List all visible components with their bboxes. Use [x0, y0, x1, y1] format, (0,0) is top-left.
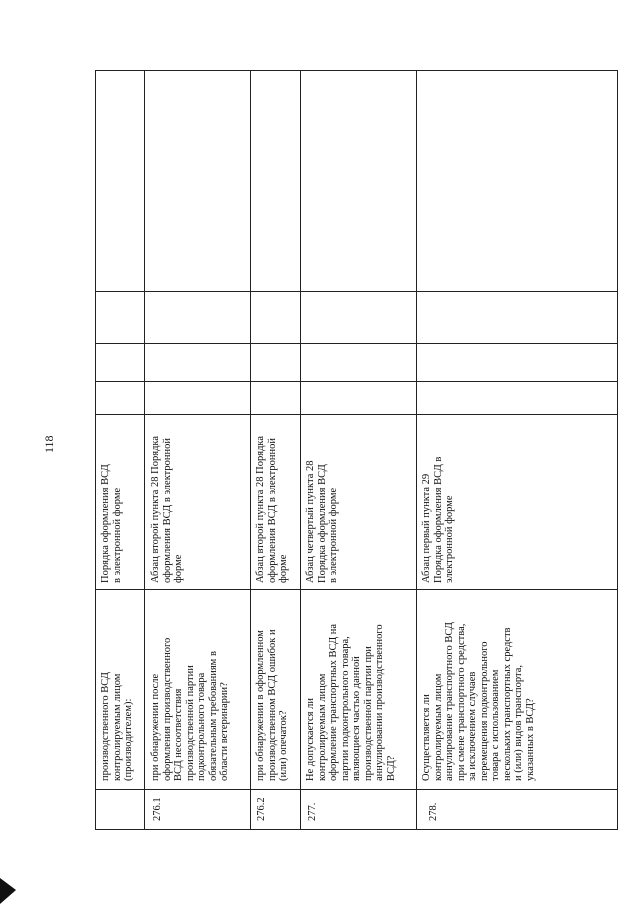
column-separator — [96, 343, 617, 344]
column-separator — [96, 291, 617, 292]
row-separator — [416, 71, 417, 829]
question-line: при обнаружении в оформленном — [255, 630, 266, 781]
question-line: контролируемым лицом — [316, 673, 328, 781]
reference-line: форме — [278, 554, 289, 583]
question-line: Не допускается ли — [305, 698, 316, 781]
question-line: нескольких транспортных средств — [501, 627, 513, 781]
question-line: являющиеся частью данной — [351, 656, 362, 781]
item-number: 278. — [428, 802, 439, 821]
question-line: партии подконтрольного товара, — [339, 636, 351, 781]
row-separator — [250, 71, 251, 829]
item-number: 276.2 — [256, 797, 267, 821]
question-line: товара с использованием — [490, 669, 501, 781]
reference-line: Абзац четвертый пункта 28 — [305, 460, 316, 583]
reference-line: форме — [173, 554, 184, 583]
question-line: контролируемым лицом — [432, 673, 444, 781]
question-line: подконтрольного товара — [196, 672, 207, 781]
reference-line: Абзац второй пункта 28 Порядка — [255, 435, 266, 583]
reference-cell — [305, 461, 340, 583]
column-separator — [96, 589, 617, 590]
page-number: 118 — [42, 435, 56, 453]
question-line: (производителем): — [123, 698, 134, 781]
reference-line: оформления ВСД в электронной — [161, 438, 173, 583]
question-line: производственном ВСД ошибок и — [266, 629, 278, 781]
question-line: производственного ВСД — [100, 672, 111, 781]
scan-edge-mark — [0, 878, 16, 904]
question-line: и (или) видов транспорта, — [513, 665, 524, 781]
question-line: при смене транспортного средства, — [455, 623, 467, 781]
question-cell — [421, 622, 536, 781]
row-separator — [300, 71, 301, 829]
item-number: 277. — [307, 802, 318, 821]
reference-line: оформления ВСД в электронной — [266, 438, 278, 583]
checklist-table — [95, 70, 618, 830]
reference-cell — [100, 464, 123, 583]
reference-cell — [421, 457, 456, 583]
question-line: (или) опечаток? — [278, 710, 289, 781]
reference-line: Порядка оформления ВСД в — [432, 456, 444, 583]
question-line: Осуществляется ли — [421, 694, 432, 781]
reference-cell — [255, 436, 290, 583]
reference-line: Абзац первый пункта 29 — [421, 473, 432, 583]
question-line: указанных в ВСД? — [524, 698, 536, 781]
question-line: производственной партии при — [362, 646, 374, 781]
question-line: ВСД несоответствия — [173, 688, 184, 781]
column-separator — [96, 414, 617, 415]
question-line: оформления производственного — [161, 637, 173, 781]
question-line: обязательным требованиям в — [207, 651, 219, 781]
column-separator — [96, 381, 617, 382]
reference-line: Абзац второй пункта 28 Порядка — [150, 435, 161, 583]
question-line: аннулировании производственного — [374, 624, 385, 781]
question-cell — [305, 624, 397, 781]
question-line: за исключением случаев — [467, 671, 478, 781]
reference-cell — [150, 436, 185, 583]
question-line: производственной партии — [184, 665, 196, 781]
question-line: при обнаружении после — [150, 673, 161, 781]
item-number: 276.1 — [152, 797, 163, 821]
reference-line: Порядка оформления ВСД — [316, 464, 328, 583]
question-line: контролируемым лицом — [111, 673, 123, 781]
question-line: аннулирование транспортного ВСД — [444, 622, 455, 781]
reference-line: в электронной форме — [111, 487, 123, 583]
question-cell — [100, 672, 135, 781]
question-line: оформление транспортных ВСД на — [328, 623, 339, 781]
reference-line: в электронной форме — [328, 487, 339, 583]
question-cell — [255, 629, 290, 781]
question-cell — [150, 638, 231, 781]
reference-line: электронной форме — [444, 495, 455, 583]
row-separator — [144, 71, 145, 829]
question-line: перемещения подконтрольного — [478, 641, 490, 781]
reference-line: Порядка оформления ВСД — [100, 464, 111, 583]
question-line: области ветеринарии? — [219, 682, 230, 781]
column-separator — [96, 789, 617, 790]
question-line: ВСД? — [385, 755, 397, 781]
